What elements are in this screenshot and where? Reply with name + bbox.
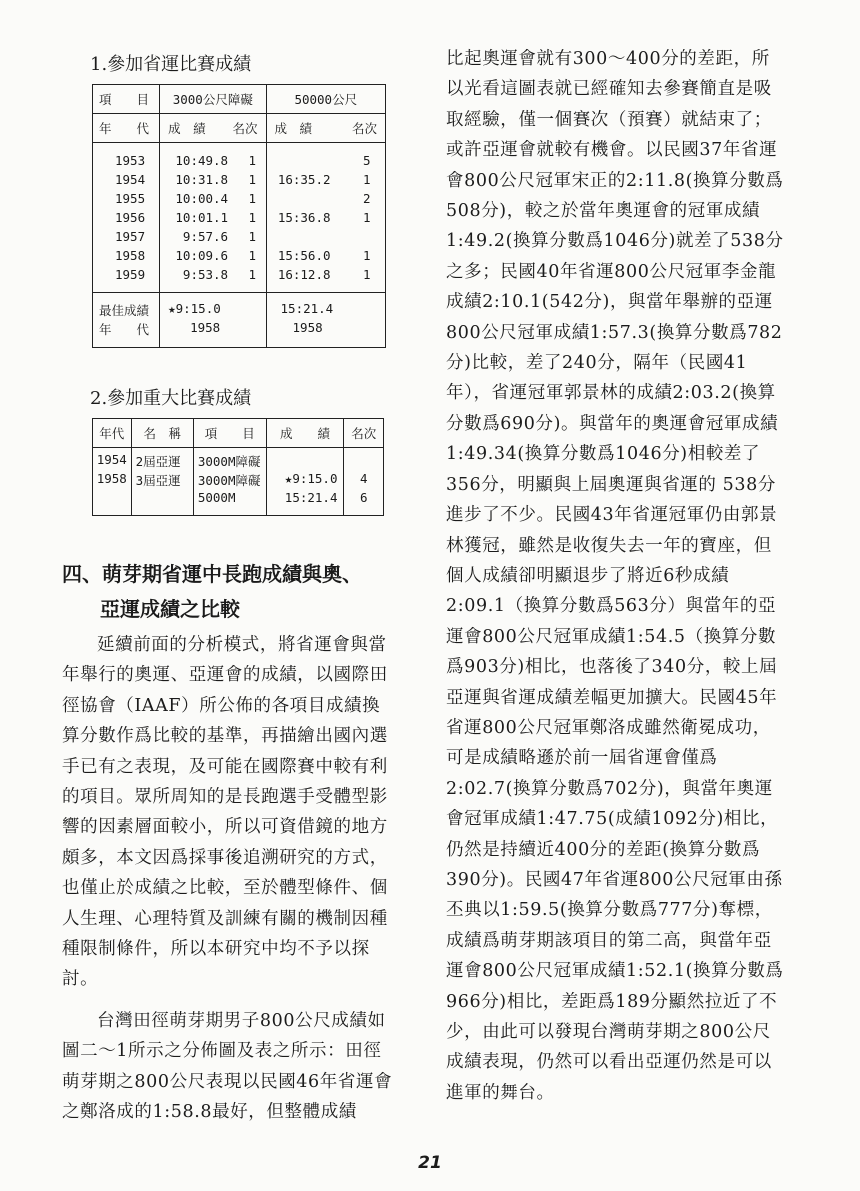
body-paragraph <box>62 630 397 995</box>
result-rank: 1 <box>248 153 257 168</box>
section-heading <box>62 557 362 627</box>
best-long-run-time: 15:21.4 <box>280 301 334 316</box>
result-rank: 1 <box>248 191 257 206</box>
steeple-result-row <box>160 265 265 284</box>
result-rank: 1 <box>248 267 257 282</box>
result-rank: 1 <box>248 248 257 263</box>
right-column <box>446 44 786 1108</box>
header-result: 成 績 <box>274 121 313 136</box>
header-rank: 名次 <box>232 121 258 136</box>
long-run-result-row <box>267 265 385 284</box>
result-time: 9:57.6 <box>182 229 229 244</box>
header-result: 成 績 <box>266 419 344 448</box>
long-run-result-row <box>267 151 385 170</box>
competition-rank: 4 <box>359 471 368 486</box>
result-rank: 5 <box>362 153 371 168</box>
best-year-label: 年 代 <box>99 322 150 337</box>
year-cell: 1959 <box>115 267 146 282</box>
result-time: 16:12.8 <box>277 267 331 282</box>
paragraph-text: 延續前面的分析模式，將省運會與當年舉行的奧運、亞運會的成績，以國際田徑協會（IAAF）所公佈的各項目成績換算分數作爲比較的基準，再描繪出國內選手已有之表現，及可能在國際賽中較有利的項目。眾所周知的是長跑選手受體型影響的因素層面較小，所以可資借鏡的地方頗多，本文因爲採事後追溯研究的方式，也僅止於成績之比較，至於體型條件、個人生理、心理特質及訓練有關的機制因種種限制條件，所以本研究中均不予以探討。 <box>62 635 388 990</box>
competition-item: 3000M障礙 <box>197 473 261 488</box>
result-rank: 1 <box>248 229 257 244</box>
result-time: 15:36.8 <box>277 210 331 225</box>
year-cell: 1955 <box>115 191 146 206</box>
long-run-result-row <box>267 246 385 265</box>
body-paragraph <box>62 1006 397 1128</box>
result-time: 15:56.0 <box>277 248 331 263</box>
result-rank: 1 <box>362 172 371 187</box>
steeple-column <box>160 143 266 293</box>
result-time: 10:09.6 <box>175 248 229 263</box>
competition-item: 3000M障礙 <box>197 454 261 469</box>
table1-title: 1.參加省運比賽成績 <box>90 54 252 75</box>
long-run-result-row <box>267 208 385 227</box>
header-rank: 名次 <box>344 419 384 448</box>
year-cell: 1958 <box>115 248 146 263</box>
best-result-label: 最佳成績 <box>99 303 150 318</box>
header-item: 項 目 <box>193 419 266 448</box>
result-rank: 1 <box>362 267 371 282</box>
result-rank: 1 <box>248 172 257 187</box>
competition-result <box>267 452 338 471</box>
page-number: 21 <box>418 1153 442 1173</box>
steeple-result-row <box>160 170 265 189</box>
best-steeple-year: 1958 <box>190 320 221 335</box>
header-result: 成 績 <box>168 121 206 136</box>
long-run-column <box>266 143 385 293</box>
long-run-result-row <box>267 227 385 246</box>
year-column <box>93 143 160 293</box>
competition-result: ★9:15.0 <box>284 471 338 486</box>
section-heading-line2: 亞運成績之比較 <box>100 597 240 621</box>
provincial-results-table <box>92 84 386 348</box>
table2-title: 2.參加重大比賽成績 <box>90 388 252 409</box>
header-event-3000m-steeple: 3000公尺障礙 <box>160 85 266 114</box>
header-year: 年 代 <box>93 114 160 143</box>
competition-rank: 6 <box>359 490 368 505</box>
result-rank: 1 <box>362 210 371 225</box>
paragraph-text: 台灣田徑萌芽期男子800公尺成績如圖二～1所示之分佈圖及表之所示：田徑萌芽期之800公尺表現以民國46年省運會之鄭洛成的1:58.8最好，但整體成績 <box>62 1011 393 1123</box>
result-rank: 1 <box>248 210 257 225</box>
result-time: 10:00.4 <box>175 191 229 206</box>
result-rank: 2 <box>362 191 371 206</box>
best-steeple-time: ★9:15.0 <box>168 301 221 316</box>
paragraph-text: 比起奧運會就有300～400分的差距，所以光看這圖表就已經確知去參賽簡直是吸取經驗，僅一個賽次（預賽）就結束了；或許亞運會就較有機會。以民國37年省運會800公尺冠軍宋正的2:11.8(換算分數爲508分)，較之於當年奧運會的冠軍成績1:49.2(換算分數爲1046分)就差了538分之多；民國40年省運800公尺冠軍李金龍成績2:10.1(542分)，與當年舉辦的亞運800公尺冠軍成績1:57.3(換算分數爲782分)比較，差了240分，隔年（民國41年），省運冠軍郭景林的成績2:03.2(換算分數爲690分)。與當年的奧運會冠軍成績1:49.34(換算分數爲1046分)相較差了356分，明顯與上屆奧運與省運的 538分進步了不少。民國43年省運冠軍仍由郭景林獲冠，雖然是收復失去一年的寶座，但個人成績卻明顯退步了將近6秒成績2:09.1（換算分數爲563分）與當年的亞運會800公尺冠軍成績1:54.5（換算分數爲903分)相比，也落後了340分，較上屆亞運與省運成績差幅更加擴大。民國45年省運800公尺冠軍鄭洛成雖然衛冕成功，可是成績略遜於前一屆省運會僅爲2:02.7(換算分數爲702分)，與當年奧運會冠軍成績1:47.75(成績1092分)相比，仍然是持續近400分的差距(換算分數爲390分)。民國47年省運800公尺冠軍由孫丕典以1:59.5(換算分數爲777分)奪標，成績爲萌芽期該項目的第二高，與當年亞運會800公尺冠軍成績1:52.1(換算分數爲966分)相比，差距爲189分顯然拉近了不少，由此可以發現台灣萌芽期之800公尺成績表現，仍然可以看出亞運仍然是可以進軍的舞台。 <box>446 49 784 1103</box>
long-run-result-row <box>267 189 385 208</box>
year-cell: 1954 <box>115 172 146 187</box>
steeple-result-row <box>160 208 265 227</box>
header-year: 年代 <box>93 419 132 448</box>
result-time: 10:31.8 <box>175 172 229 187</box>
result-time: 10:49.8 <box>175 153 229 168</box>
result-time: 10:01.1 <box>175 210 229 225</box>
year-cell: 1953 <box>115 153 146 168</box>
steeple-result-row <box>160 151 265 170</box>
competition-name: 2屆亞運 <box>135 454 181 469</box>
section-heading-line1: 四、萌芽期省運中長跑成績與奧、 <box>62 562 362 586</box>
steeple-result-row <box>160 246 265 265</box>
result-time: 9:53.8 <box>182 267 229 282</box>
best-long-run-year: 1958 <box>292 320 323 335</box>
competition-year: 1954 <box>96 452 127 467</box>
competition-year: 1958 <box>96 471 127 486</box>
header-event-50000m: 50000公尺 <box>266 85 385 114</box>
long-run-result-row <box>267 170 385 189</box>
header-name: 名 稱 <box>131 419 193 448</box>
header-rank: 名次 <box>351 121 377 136</box>
steeple-result-row <box>160 227 265 246</box>
competition-item: 5000M <box>197 490 236 505</box>
competition-rank <box>344 452 383 471</box>
steeple-result-row <box>160 189 265 208</box>
header-item: 項 目 <box>93 85 160 114</box>
competition-name: 3屆亞運 <box>135 473 181 488</box>
result-rank: 1 <box>362 248 371 263</box>
competition-result: 15:21.4 <box>284 490 338 505</box>
major-competition-table <box>92 418 384 516</box>
year-cell: 1956 <box>115 210 146 225</box>
year-cell: 1957 <box>115 229 146 244</box>
result-time: 16:35.2 <box>277 172 331 187</box>
